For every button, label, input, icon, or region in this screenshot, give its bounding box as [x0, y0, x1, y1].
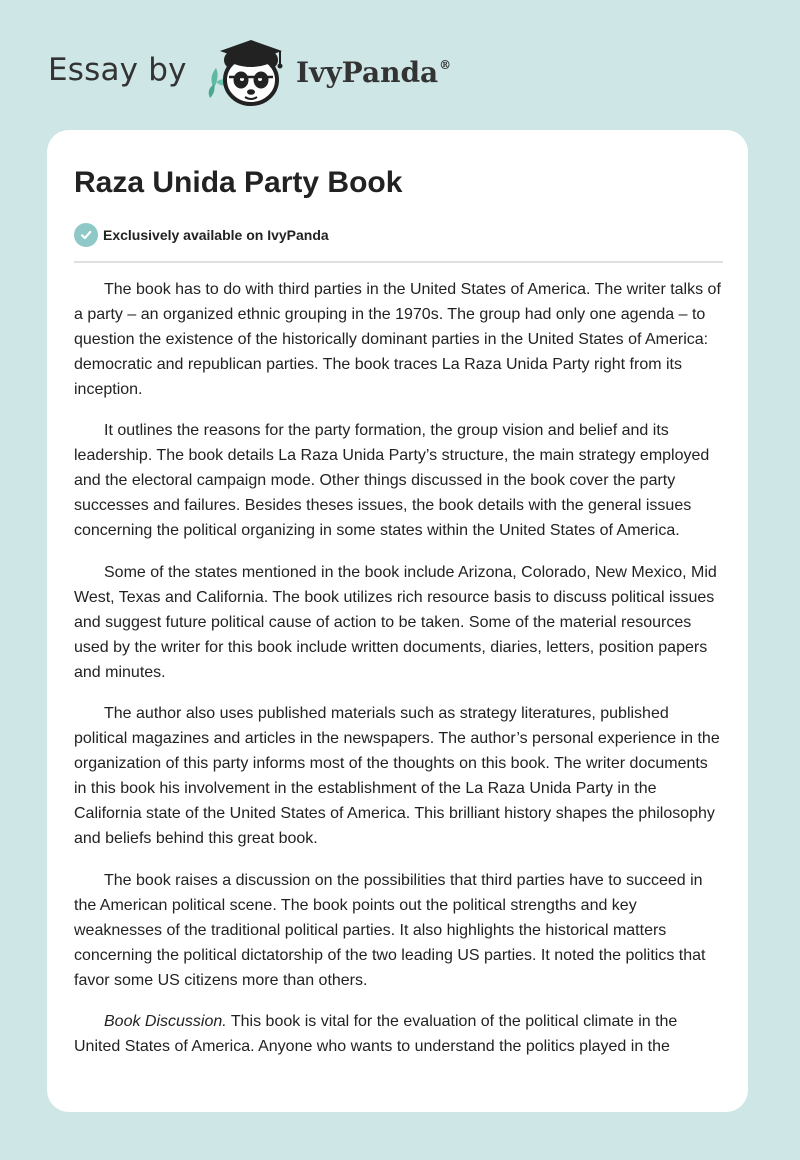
paragraph-text: This book is vital for the evaluation of the political climate in the United States of America. Anyone who wants to understand the politics played in the [74, 1012, 678, 1055]
paragraph-text: The book raises a discussion on the possibilities that third parties have to succeed in the American political scene. The book points out the political strengths and key weaknesses of the traditional political parties. It also highlights the historical matters concerning the political dictatorship of the two leading US parties. It noted the politics that favor some US citizens more than others. [74, 871, 706, 989]
essay-body [74, 277, 724, 1075]
ivypanda-logo-icon[interactable] [200, 36, 292, 108]
section-lead: Book Discussion. [104, 1012, 227, 1030]
paragraph-text: The book has to do with third parties in the United States of America. The writer talks of a party – an organized ethnic grouping in the 1970s. The group had only one agenda – to question the existence of the historically dominant parties in the United States of America: democratic and republican parties. The book traces La Raza Unida Party right from its inception. [74, 281, 721, 398]
exclusive-badge [74, 222, 329, 248]
paragraph-text: Some of the states mentioned in the book include Arizona, Colorado, New Mexico, Mid West, Texas and California. The book utilizes rich resource basis to discuss political issues and suggest future political cause of action to be taken. Some of the material resources used by the writer for this book include written documents, diaries, letters, position papers and minutes. [74, 563, 717, 681]
page-title: Raza Unida Party Book [74, 166, 403, 199]
paragraph-text: The author also uses published materials such as strategy literatures, published political magazines and articles in the newspapers. The author’s personal experience in the organization of this party informs most of the thoughts on this book. The writer documents in this book his involvement in the establishment of the La Raza Unida Party in the California state of the United States of America. This brilliant history shapes the philosophy and beliefs behind this great book. [74, 705, 720, 848]
paragraph [74, 560, 724, 685]
registered-mark: ® [439, 58, 452, 72]
divider [74, 261, 723, 263]
brand-header [48, 36, 508, 108]
paragraph [74, 277, 724, 402]
badge-label: Exclusively available on IvyPanda [103, 227, 329, 243]
essay-by-label: Essay by [48, 52, 187, 88]
paragraph [74, 1009, 724, 1059]
paragraph-text: It outlines the reasons for the party formation, the group vision and belief and its leadership. The book details La Raza Unida Party’s structure, the main strategy employed and the electoral campaign mode. Other things discussed in the book cover the party successes and failures. Besides theses issues, the book details with the general issues concerning the political organizing in some states within the United States of America. [74, 422, 710, 540]
brand-name-text[interactable]: IvyPanda [296, 56, 439, 89]
paragraph [74, 868, 724, 993]
essay-card [47, 130, 748, 1112]
check-icon [74, 223, 98, 247]
paragraph [74, 418, 724, 543]
paragraph [74, 701, 724, 851]
ivypanda-wordmark[interactable] [296, 56, 451, 89]
